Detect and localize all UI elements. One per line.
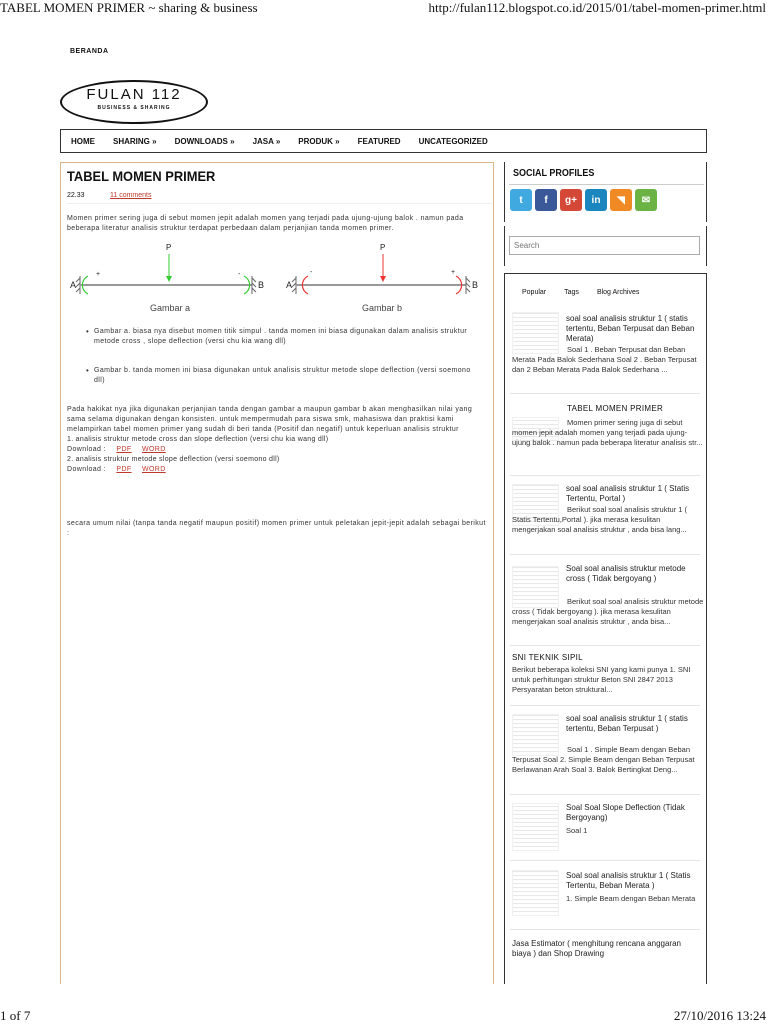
item-1: 1. analisis struktur metode cross dan slope deflection (versi chu kia wang dll) bbox=[67, 436, 329, 443]
diagram-b-minus: - bbox=[310, 269, 313, 276]
entry-thumbnail[interactable] bbox=[512, 803, 559, 851]
social-icons bbox=[510, 189, 657, 211]
rss-icon[interactable]: ◥ bbox=[610, 189, 632, 211]
nav-downloads[interactable]: DOWNLOADS » bbox=[174, 136, 235, 146]
entry-snippet: Berikut soal soal analisis struktur metode cross ( Tidak bergoyang ). jika merasa kesulitan mengerjakan soal analisis struktur , anda bisa... bbox=[512, 597, 704, 626]
diagram-a-minus: - bbox=[238, 271, 241, 278]
comments-link[interactable]: 11 comments bbox=[110, 192, 152, 199]
diagram-a-load-label: P bbox=[166, 243, 172, 252]
diagram-b-label-a: A bbox=[286, 280, 293, 290]
print-header-title: TABEL MOMEN PRIMER ~ sharing & business bbox=[0, 0, 258, 15]
entry-title[interactable]: soal soal analisis struktur 1 ( statis tertentu, Beban Terpusat dan Beban Merata) bbox=[566, 314, 695, 343]
pdf-link-1[interactable]: PDF bbox=[116, 446, 132, 453]
entry-snippet: Momen primer sering juga di sebut momen jepit adalah momen yang terjadi pada ujung-ujung balok . namun pada beberapa literatur analisis str... bbox=[512, 418, 703, 447]
logo-title: FULAN 112 bbox=[86, 86, 182, 103]
post-closing: secara umum nilai (tanpa tanda negatif maupun positif) momen primer untuk peletakan jepit-jepit adalah sebagai berikut : bbox=[67, 520, 486, 537]
site-logo[interactable] bbox=[60, 80, 208, 124]
tab-tags[interactable]: Tags bbox=[564, 289, 579, 296]
post-intro: Momen primer sering juga di sebut momen jepit adalah momen yang terjadi pada ujung-ujung balok . namun pada beberapa literatur analisis struktur terdapat perbedaan dalam perjanjian tanda momen primer. bbox=[67, 215, 464, 232]
entry-snippet: Berikut beberapa koleksi SNI yang kami punya 1. SNI untuk perhitungan struktur Beton SNI 2847 2013 Persyaratan beton struktural... bbox=[512, 665, 691, 694]
tab-popular[interactable]: Popular bbox=[522, 289, 547, 296]
entry-snippet: Soal 1 . Beban Terpusat dan Beban Merata Pada Balok Sederhana Soal 2 . Beban Terpusat dan 2 Beban Merata Pada Balok Sederhana ... bbox=[512, 345, 697, 374]
item-2: 2. analisis struktur metode slope deflection (versi soemono dll) bbox=[67, 456, 280, 463]
diagram-a-caption: Gambar a bbox=[150, 303, 191, 313]
entry-snippet: 1. Simple Beam dengan Beban Merata bbox=[566, 894, 696, 903]
main-nav bbox=[60, 129, 707, 153]
print-footer-page: 1 of 7 bbox=[0, 1008, 31, 1023]
entry-title[interactable]: soal soal analisis struktur 1 ( statis tertentu, Beban Terpusat ) bbox=[566, 714, 688, 733]
post-body bbox=[67, 405, 487, 475]
diagram-a-label-b: B bbox=[258, 280, 265, 290]
twitter-icon[interactable]: t bbox=[510, 189, 532, 211]
bullet-item: • Gambar b. tanda momen ini biasa digunakan untuk analisis struktur metode slope deflection (versi soemono dll) bbox=[88, 366, 483, 386]
bullet-item: • Gambar a. biasa nya disebut momen titik simpul . tanda momen ini biasa digunakan dalam analisis struktur metode cross , slope deflection (versi chu kia wang dll) bbox=[88, 327, 483, 347]
entry-title[interactable]: Soal soal analisis struktur 1 ( Statis Tertentu, Beban Merata ) bbox=[566, 871, 691, 890]
download-row-2 bbox=[67, 465, 487, 475]
diagram-a-plus: + bbox=[96, 271, 101, 278]
post-title: TABEL MOMEN PRIMER bbox=[67, 168, 216, 184]
entry-thumbnail[interactable] bbox=[512, 870, 559, 916]
body-paragraph: Pada hakikat nya jika digunakan perjanjian tanda dengan gambar a maupun gambar b akan menghasilkan nilai yang sama selama digunakan dengan konsisten. untuk mempermudah para siswa smk, mahasiswa dan praktisi kami melampirkan tabel momen primer yang sudah di beri tanda (Positif dan negatif) untuk keperluan analisis struktur bbox=[67, 406, 473, 433]
social-divider bbox=[509, 184, 704, 185]
print-footer-date: 27/10/2016 13:24 bbox=[673, 1008, 766, 1023]
print-header-url: http://fulan112.blogspot.co.id/2015/01/tabel-momen-primer.html bbox=[428, 0, 766, 15]
post-divider bbox=[67, 203, 492, 204]
bullet-list bbox=[88, 327, 483, 405]
entry-title[interactable]: Soal soal analisis struktur metode cross ( Tidak bergoyang ) bbox=[566, 564, 686, 583]
search-input[interactable] bbox=[509, 236, 700, 255]
nav-uncategorized[interactable]: UNCATEGORIZED bbox=[418, 136, 488, 146]
download-row-1 bbox=[67, 445, 487, 455]
word-link-2[interactable]: WORD bbox=[141, 466, 166, 473]
entry-title[interactable]: soal soal analisis struktur 1 ( Statis Tertentu, Portal ) bbox=[566, 484, 690, 503]
diagram-b-label-b: B bbox=[472, 280, 479, 290]
social-profiles-title: SOCIAL PROFILES bbox=[513, 168, 595, 179]
entry-title[interactable]: TABEL MOMEN PRIMER bbox=[567, 404, 664, 413]
post-time: 22.33 bbox=[67, 192, 85, 199]
facebook-icon[interactable]: f bbox=[535, 189, 557, 211]
logo-tagline: BUSINESS & SHARING bbox=[97, 105, 171, 111]
moment-sign-diagram bbox=[66, 240, 486, 320]
download-label: Download : bbox=[67, 466, 107, 473]
nav-sharing[interactable]: SHARING » bbox=[113, 136, 157, 146]
email-icon[interactable]: ✉ bbox=[635, 189, 657, 211]
diagram-b-caption: Gambar b bbox=[362, 303, 403, 313]
googleplus-icon[interactable]: g+ bbox=[560, 189, 582, 211]
entry-snippet: Berikut soal soal analisis struktur 1 ( Statis Tertentu,Portal ). jika merasa kesulitan mengerjakan soal analisis struktur , anda bisa lang... bbox=[512, 505, 688, 534]
entry-title[interactable]: SNI TEKNIK SIPIL bbox=[512, 653, 583, 662]
diagram-b-load-label: P bbox=[380, 243, 386, 252]
diagram-b-plus: + bbox=[451, 269, 456, 276]
word-link-1[interactable]: WORD bbox=[141, 446, 166, 453]
nav-featured[interactable]: FEATURED bbox=[357, 136, 401, 146]
nav-produk[interactable]: PRODUK » bbox=[298, 136, 340, 146]
sidebar-tabs bbox=[522, 289, 639, 296]
diagram-a-label-a: A bbox=[70, 280, 77, 290]
download-label: Download : bbox=[67, 446, 107, 453]
linkedin-icon[interactable]: in bbox=[585, 189, 607, 211]
entry-snippet: Soal 1 . Simple Beam dengan Beban Terpusat Soal 2. Simple Beam dengan Beban Terpusat Berlawanan Arah Soal 3. Balok Bertingkat Deng... bbox=[512, 745, 695, 774]
pdf-link-2[interactable]: PDF bbox=[116, 466, 132, 473]
nav-jasa[interactable]: JASA » bbox=[252, 136, 281, 146]
entry-title[interactable]: Jasa Estimator ( menghitung rencana anggaran biaya ) dan Shop Drawing bbox=[512, 939, 681, 958]
beranda-link[interactable]: BERANDA bbox=[70, 48, 109, 55]
nav-home[interactable]: HOME bbox=[71, 136, 95, 146]
entry-snippet: Soal 1 bbox=[566, 826, 588, 835]
tab-blog-archives[interactable]: Blog Archives bbox=[596, 289, 640, 296]
entry-title[interactable]: Soal Soal Slope Deflection (Tidak Bergoyang) bbox=[566, 803, 685, 822]
